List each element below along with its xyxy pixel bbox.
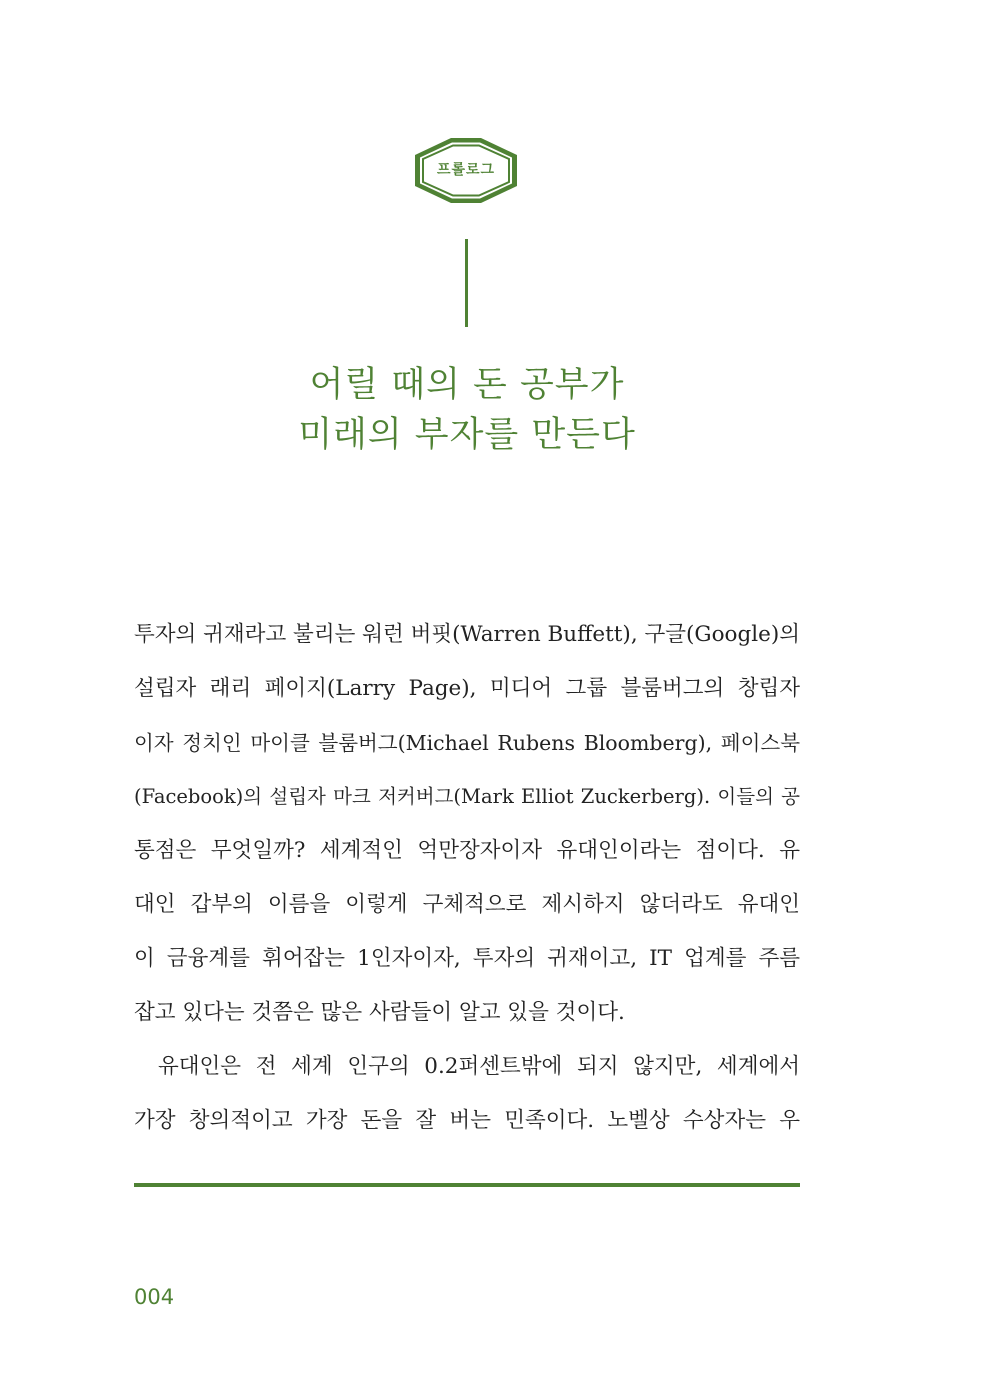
vertical-divider xyxy=(465,239,468,327)
body-line: 설립자 래리 페이지(Larry Page), 미디어 그룹 블룸버그의 창립자 xyxy=(134,676,800,701)
chapter-badge xyxy=(413,136,519,205)
body-line: 이 금융계를 휘어잡는 1인자이자, 투자의 귀재이고, IT 업계를 주름 xyxy=(134,946,800,971)
page-number: 004 xyxy=(134,1285,175,1309)
chapter-title xyxy=(0,360,934,460)
title-line-2: 미래의 부자를 만든다 xyxy=(298,415,636,455)
body-line: 유대인은 전 세계 인구의 0.2퍼센트밖에 되지 않지만, 세계에서 xyxy=(158,1054,800,1079)
body-line: 가장 창의적이고 가장 돈을 잘 버는 민족이다. 노벨상 수상자는 우 xyxy=(134,1108,800,1133)
body-line: (Facebook)의 설립자 마크 저커버그(Mark Elliot Zuckerberg). 이들의 공 xyxy=(134,785,800,808)
body-line: 잡고 있다는 것쯤은 많은 사람들이 알고 있을 것이다. xyxy=(134,1000,625,1025)
body-paragraphs xyxy=(134,612,800,1152)
badge-label: 프롤로그 xyxy=(436,162,496,178)
body-line: 투자의 귀재라고 불리는 워런 버핏(Warren Buffett), 구글(Google)의 xyxy=(134,622,800,647)
body-line: 이자 정치인 마이클 블룸버그(Michael Rubens Bloomberg), 페이스북 xyxy=(134,731,800,755)
title-line-1: 어릴 때의 돈 공부가 xyxy=(309,365,625,405)
body-line: 대인 갑부의 이름을 이렇게 구체적으로 제시하지 않더라도 유대인 xyxy=(134,892,800,917)
body-line: 통점은 무엇일까? 세계적인 억만장자이자 유대인이라는 점이다. 유 xyxy=(134,838,800,863)
footer-rule xyxy=(134,1183,800,1187)
